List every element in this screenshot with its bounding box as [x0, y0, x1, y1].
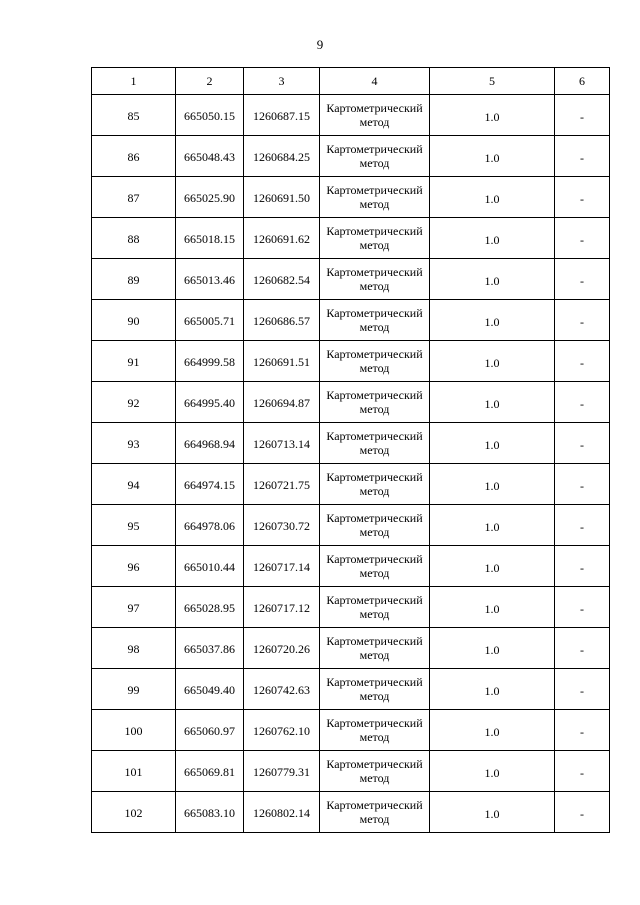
point-number-cell: [92, 136, 176, 177]
accuracy-value: 1.0: [484, 232, 500, 247]
method-value: [326, 429, 422, 457]
note-cell: [555, 710, 610, 751]
coordinate-x-value: 665083.10: [184, 805, 235, 820]
point-number-value: 102: [124, 805, 143, 820]
coordinate-x-value: 665018.15: [184, 231, 235, 246]
method-cell: [320, 464, 430, 505]
note-value: -: [580, 478, 584, 493]
accuracy-value: 1.0: [484, 437, 500, 452]
method-line-2: метод: [359, 114, 390, 129]
method-value: [326, 511, 422, 539]
coordinate-y-cell: [244, 218, 320, 259]
accuracy-cell: [430, 546, 555, 587]
accuracy-value: 1.0: [484, 396, 500, 411]
coordinate-y-cell: [244, 792, 320, 833]
method-value: [326, 306, 422, 334]
coordinate-x-cell: [176, 751, 244, 792]
coordinate-y-cell: [244, 505, 320, 546]
coordinate-x-cell: [176, 259, 244, 300]
table-row: [92, 669, 610, 710]
header-cell-4: 4: [320, 68, 430, 95]
coordinate-x-cell: [176, 218, 244, 259]
note-value: -: [580, 519, 584, 534]
accuracy-cell: [430, 628, 555, 669]
table-row: [92, 95, 610, 136]
point-number-value: 92: [127, 395, 140, 410]
note-value: -: [580, 765, 584, 780]
coordinate-x-cell: [176, 710, 244, 751]
table-row: [92, 628, 610, 669]
point-number-cell: [92, 382, 176, 423]
coordinate-y-value: 1260730.72: [253, 518, 310, 533]
method-value: [326, 716, 422, 744]
accuracy-value: 1.0: [484, 765, 500, 780]
method-value: [326, 798, 422, 826]
coordinate-x-value: 665010.44: [184, 559, 235, 574]
method-cell: [320, 259, 430, 300]
accuracy-value: 1.0: [484, 806, 500, 821]
note-value: -: [580, 109, 584, 124]
accuracy-cell: [430, 218, 555, 259]
accuracy-cell: [430, 95, 555, 136]
method-cell: [320, 218, 430, 259]
method-line-2: метод: [359, 237, 390, 252]
point-number-cell: [92, 628, 176, 669]
note-cell: [555, 587, 610, 628]
table-row: [92, 177, 610, 218]
method-line-1: Картометрический: [326, 387, 423, 402]
method-cell: [320, 382, 430, 423]
point-number-value: 98: [127, 641, 140, 656]
coordinates-table: [91, 67, 610, 833]
coordinate-x-cell: [176, 587, 244, 628]
method-value: [326, 552, 422, 580]
coordinate-y-cell: [244, 628, 320, 669]
point-number-cell: [92, 300, 176, 341]
note-value: -: [580, 437, 584, 452]
accuracy-value: 1.0: [484, 478, 500, 493]
table-body: [92, 68, 610, 833]
point-number-value: 91: [127, 354, 140, 369]
coordinate-x-cell: [176, 669, 244, 710]
accuracy-value: 1.0: [484, 273, 500, 288]
note-cell: [555, 177, 610, 218]
table-row: [92, 751, 610, 792]
method-cell: [320, 300, 430, 341]
point-number-value: 85: [127, 108, 140, 123]
accuracy-cell: [430, 177, 555, 218]
coordinate-x-value: 664974.15: [184, 477, 235, 492]
method-line-2: метод: [359, 770, 390, 785]
method-value: [326, 593, 422, 621]
method-line-2: метод: [359, 442, 390, 457]
method-line-1: Картометрический: [326, 182, 423, 197]
coordinate-x-cell: [176, 95, 244, 136]
point-number-value: 101: [124, 764, 143, 779]
point-number-value: 88: [127, 231, 140, 246]
coordinate-y-value: 1260686.57: [253, 313, 310, 328]
coordinate-x-value: 665037.86: [184, 641, 235, 656]
coordinate-y-value: 1260720.26: [253, 641, 310, 656]
point-number-cell: [92, 423, 176, 464]
coordinate-y-cell: [244, 710, 320, 751]
coordinate-y-value: 1260717.14: [253, 559, 310, 574]
method-line-1: Картометрический: [326, 264, 423, 279]
method-line-1: Картометрический: [326, 797, 423, 812]
coordinate-y-value: 1260717.12: [253, 600, 310, 615]
coordinate-y-cell: [244, 464, 320, 505]
note-value: -: [580, 642, 584, 657]
coordinate-x-cell: [176, 136, 244, 177]
coordinate-x-cell: [176, 505, 244, 546]
method-cell: [320, 587, 430, 628]
note-cell: [555, 505, 610, 546]
table-row: [92, 218, 610, 259]
point-number-cell: [92, 587, 176, 628]
method-line-1: Картометрический: [326, 551, 423, 566]
point-number-value: 99: [127, 682, 140, 697]
point-number-cell: [92, 505, 176, 546]
coordinate-y-value: 1260691.62: [253, 231, 310, 246]
note-value: -: [580, 724, 584, 739]
point-number-cell: [92, 546, 176, 587]
point-number-value: 97: [127, 600, 140, 615]
method-cell: [320, 95, 430, 136]
method-line-1: Картометрический: [326, 100, 423, 115]
table-row: [92, 587, 610, 628]
accuracy-cell: [430, 341, 555, 382]
note-value: -: [580, 396, 584, 411]
coordinate-y-value: 1260694.87: [253, 395, 310, 410]
point-number-value: 86: [127, 149, 140, 164]
accuracy-value: 1.0: [484, 683, 500, 698]
coordinate-y-value: 1260684.25: [253, 149, 310, 164]
note-value: -: [580, 806, 584, 821]
point-number-cell: [92, 259, 176, 300]
note-cell: [555, 136, 610, 177]
method-line-2: метод: [359, 729, 390, 744]
method-cell: [320, 136, 430, 177]
table-row: [92, 136, 610, 177]
coordinate-y-value: 1260802.14: [253, 805, 310, 820]
method-cell: [320, 751, 430, 792]
coordinate-x-value: 665069.81: [184, 764, 235, 779]
coordinate-y-cell: [244, 751, 320, 792]
note-cell: [555, 341, 610, 382]
accuracy-value: 1.0: [484, 314, 500, 329]
coordinate-y-cell: [244, 546, 320, 587]
method-value: [326, 142, 422, 170]
coordinate-y-cell: [244, 136, 320, 177]
table-row: [92, 259, 610, 300]
table-header-row: [92, 68, 610, 95]
accuracy-cell: [430, 587, 555, 628]
note-value: -: [580, 232, 584, 247]
coordinate-x-value: 665049.40: [184, 682, 235, 697]
note-value: -: [580, 191, 584, 206]
coordinate-x-cell: [176, 546, 244, 587]
coordinate-x-value: 664999.58: [184, 354, 235, 369]
accuracy-value: 1.0: [484, 355, 500, 370]
coordinate-y-value: 1260762.10: [253, 723, 310, 738]
coordinate-x-value: 665048.43: [184, 149, 235, 164]
accuracy-cell: [430, 423, 555, 464]
note-cell: [555, 464, 610, 505]
point-number-value: 93: [127, 436, 140, 451]
coordinate-y-value: 1260779.31: [253, 764, 310, 779]
accuracy-cell: [430, 136, 555, 177]
coordinate-y-cell: [244, 669, 320, 710]
point-number-value: 89: [127, 272, 140, 287]
method-line-1: Картометрический: [326, 633, 423, 648]
note-cell: [555, 628, 610, 669]
coordinate-y-value: 1260691.50: [253, 190, 310, 205]
method-cell: [320, 177, 430, 218]
coordinate-x-cell: [176, 464, 244, 505]
method-line-2: метод: [359, 196, 390, 211]
note-cell: [555, 669, 610, 710]
method-cell: [320, 546, 430, 587]
note-cell: [555, 792, 610, 833]
point-number-cell: [92, 710, 176, 751]
note-cell: [555, 546, 610, 587]
coordinate-y-value: 1260682.54: [253, 272, 310, 287]
coordinate-x-cell: [176, 382, 244, 423]
point-number-value: 100: [124, 723, 143, 738]
accuracy-cell: [430, 259, 555, 300]
method-line-2: метод: [359, 319, 390, 334]
coordinate-y-value: 1260742.63: [253, 682, 310, 697]
accuracy-cell: [430, 751, 555, 792]
method-line-1: Картометрический: [326, 346, 423, 361]
method-value: [326, 388, 422, 416]
point-number-cell: [92, 177, 176, 218]
coordinate-x-cell: [176, 792, 244, 833]
coordinate-x-value: 664995.40: [184, 395, 235, 410]
accuracy-cell: [430, 300, 555, 341]
accuracy-value: 1.0: [484, 519, 500, 534]
method-line-2: метод: [359, 524, 390, 539]
method-value: [326, 675, 422, 703]
method-line-2: метод: [359, 278, 390, 293]
method-line-2: метод: [359, 565, 390, 580]
coordinate-x-value: 664978.06: [184, 518, 235, 533]
point-number-cell: [92, 669, 176, 710]
coordinate-y-cell: [244, 341, 320, 382]
point-number-cell: [92, 218, 176, 259]
method-cell: [320, 423, 430, 464]
note-cell: [555, 751, 610, 792]
coordinate-y-value: 1260713.14: [253, 436, 310, 451]
note-cell: [555, 218, 610, 259]
point-number-value: 90: [127, 313, 140, 328]
note-value: -: [580, 601, 584, 616]
note-value: -: [580, 560, 584, 575]
note-value: -: [580, 273, 584, 288]
table-row: [92, 300, 610, 341]
header-cell-5: 5: [430, 68, 555, 95]
method-value: [326, 757, 422, 785]
note-cell: [555, 259, 610, 300]
header-cell-6: 6: [555, 68, 610, 95]
method-line-1: Картометрический: [326, 510, 423, 525]
note-value: -: [580, 355, 584, 370]
coordinate-y-value: 1260687.15: [253, 108, 310, 123]
coordinate-x-cell: [176, 177, 244, 218]
method-value: [326, 265, 422, 293]
coordinate-x-value: 665025.90: [184, 190, 235, 205]
coordinate-y-cell: [244, 259, 320, 300]
table-row: [92, 710, 610, 751]
header-cell-2: 2: [176, 68, 244, 95]
accuracy-cell: [430, 382, 555, 423]
table-row: [92, 546, 610, 587]
method-line-2: метод: [359, 688, 390, 703]
coordinate-x-cell: [176, 628, 244, 669]
note-cell: [555, 423, 610, 464]
method-line-1: Картометрический: [326, 674, 423, 689]
method-cell: [320, 505, 430, 546]
point-number-value: 87: [127, 190, 140, 205]
point-number-cell: [92, 792, 176, 833]
coordinate-x-value: 665050.15: [184, 108, 235, 123]
accuracy-cell: [430, 792, 555, 833]
point-number-cell: [92, 464, 176, 505]
method-line-1: Картометрический: [326, 756, 423, 771]
coordinate-y-cell: [244, 382, 320, 423]
method-value: [326, 470, 422, 498]
table-row: [92, 792, 610, 833]
method-line-1: Картометрический: [326, 469, 423, 484]
method-line-2: метод: [359, 483, 390, 498]
point-number-cell: [92, 341, 176, 382]
coordinate-x-value: 665013.46: [184, 272, 235, 287]
note-cell: [555, 382, 610, 423]
method-cell: [320, 628, 430, 669]
header-cell-3: 3: [244, 68, 320, 95]
method-line-1: Картометрический: [326, 428, 423, 443]
method-value: [326, 347, 422, 375]
method-value: [326, 224, 422, 252]
point-number-cell: [92, 95, 176, 136]
method-line-2: метод: [359, 155, 390, 170]
accuracy-value: 1.0: [484, 109, 500, 124]
page-number: 9: [316, 37, 324, 52]
table-row: [92, 423, 610, 464]
method-line-1: Картометрический: [326, 305, 423, 320]
point-number-value: 96: [127, 559, 140, 574]
method-line-1: Картометрический: [326, 223, 423, 238]
coordinate-x-value: 665028.95: [184, 600, 235, 615]
coordinate-x-value: 665005.71: [184, 313, 235, 328]
coordinate-x-value: 664968.94: [184, 436, 235, 451]
table-row: [92, 382, 610, 423]
coordinate-y-cell: [244, 587, 320, 628]
accuracy-value: 1.0: [484, 560, 500, 575]
coordinate-y-cell: [244, 300, 320, 341]
method-line-2: метод: [359, 401, 390, 416]
coordinate-y-cell: [244, 423, 320, 464]
method-cell: [320, 710, 430, 751]
method-line-1: Картометрический: [326, 715, 423, 730]
method-value: [326, 183, 422, 211]
note-value: -: [580, 683, 584, 698]
method-cell: [320, 341, 430, 382]
method-cell: [320, 669, 430, 710]
accuracy-value: 1.0: [484, 724, 500, 739]
coordinate-y-cell: [244, 177, 320, 218]
note-cell: [555, 95, 610, 136]
method-line-1: Картометрический: [326, 592, 423, 607]
accuracy-cell: [430, 669, 555, 710]
accuracy-cell: [430, 505, 555, 546]
method-line-2: метод: [359, 606, 390, 621]
method-value: [326, 101, 422, 129]
accuracy-value: 1.0: [484, 150, 500, 165]
header-cell-1: 1: [92, 68, 176, 95]
coordinate-x-cell: [176, 300, 244, 341]
point-number-value: 94: [127, 477, 140, 492]
accuracy-value: 1.0: [484, 601, 500, 616]
accuracy-value: 1.0: [484, 642, 500, 657]
method-line-2: метод: [359, 360, 390, 375]
coordinate-y-cell: [244, 95, 320, 136]
method-line-1: Картометрический: [326, 141, 423, 156]
coordinate-x-cell: [176, 341, 244, 382]
coordinate-x-value: 665060.97: [184, 723, 235, 738]
table-row: [92, 464, 610, 505]
accuracy-cell: [430, 710, 555, 751]
coordinate-y-value: 1260721.75: [253, 477, 310, 492]
note-value: -: [580, 150, 584, 165]
method-line-2: метод: [359, 647, 390, 662]
note-value: -: [580, 314, 584, 329]
point-number-value: 95: [127, 518, 140, 533]
coordinate-y-value: 1260691.51: [253, 354, 310, 369]
method-line-2: метод: [359, 811, 390, 826]
accuracy-cell: [430, 464, 555, 505]
table-row: [92, 505, 610, 546]
method-value: [326, 634, 422, 662]
table-row: [92, 341, 610, 382]
point-number-cell: [92, 751, 176, 792]
method-cell: [320, 792, 430, 833]
coordinate-x-cell: [176, 423, 244, 464]
note-cell: [555, 300, 610, 341]
accuracy-value: 1.0: [484, 191, 500, 206]
